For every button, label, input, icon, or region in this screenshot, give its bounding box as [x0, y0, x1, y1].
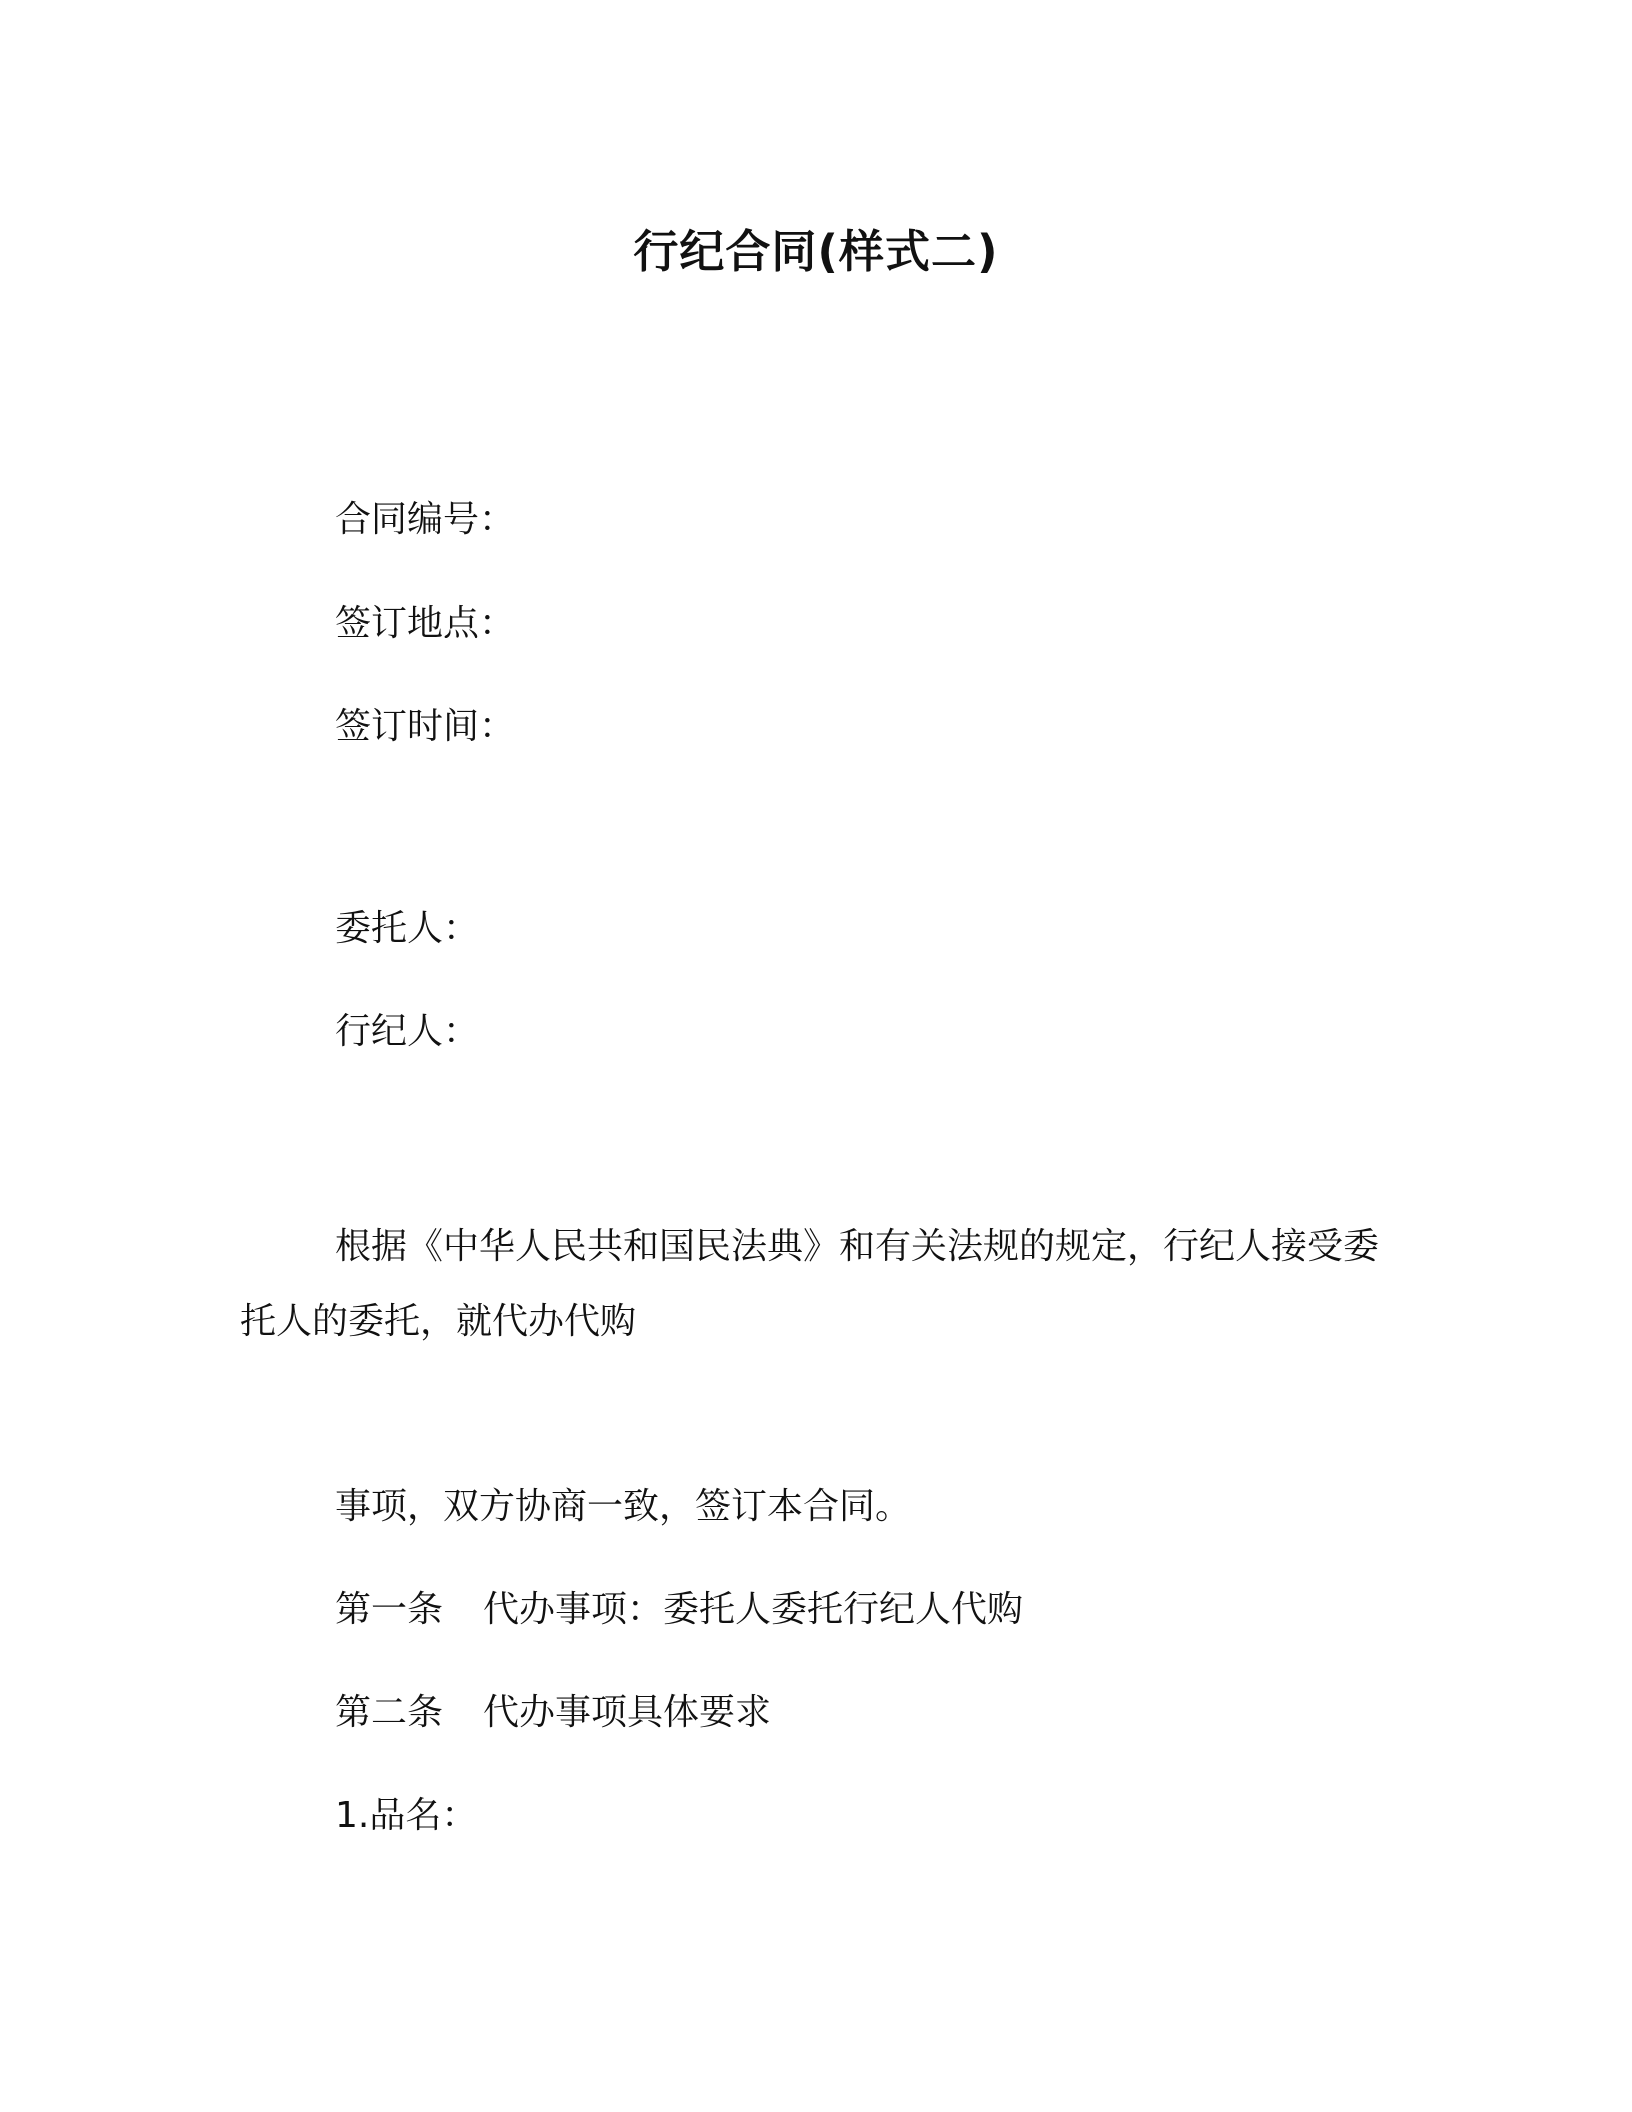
signing-place-label: 签订地点： — [335, 603, 516, 644]
intro-line-2: 委托人的委托，就代办代购 — [240, 1226, 1380, 1342]
article-1 — [335, 1586, 1023, 1634]
article-2-text: 代办事项具体要求 — [483, 1692, 772, 1733]
article-2 — [335, 1689, 771, 1737]
principal-label: 委托人： — [335, 908, 480, 949]
signing-time-label: 签订时间： — [335, 706, 516, 747]
article-1-number: 第一条 — [335, 1589, 444, 1630]
article-2-number: 第二条 — [335, 1692, 444, 1733]
article-1-text: 代办事项：委托人委托行纪人代购 — [483, 1589, 1024, 1630]
intro-line-3: 事项，双方协商一致，签订本合同。 — [335, 1486, 912, 1527]
contract-number-label: 合同编号： — [335, 499, 516, 540]
intro-paragraph — [240, 1209, 1380, 1359]
intro-line-1: 根据《中华人民共和国民法典》和有关法规的规定，行纪人接受 — [335, 1226, 1344, 1267]
item-1-product-name: 1.品名： — [335, 1795, 478, 1836]
agent-label: 行纪人： — [335, 1011, 480, 1052]
document-title: 行纪合同(样式二) — [633, 225, 999, 278]
